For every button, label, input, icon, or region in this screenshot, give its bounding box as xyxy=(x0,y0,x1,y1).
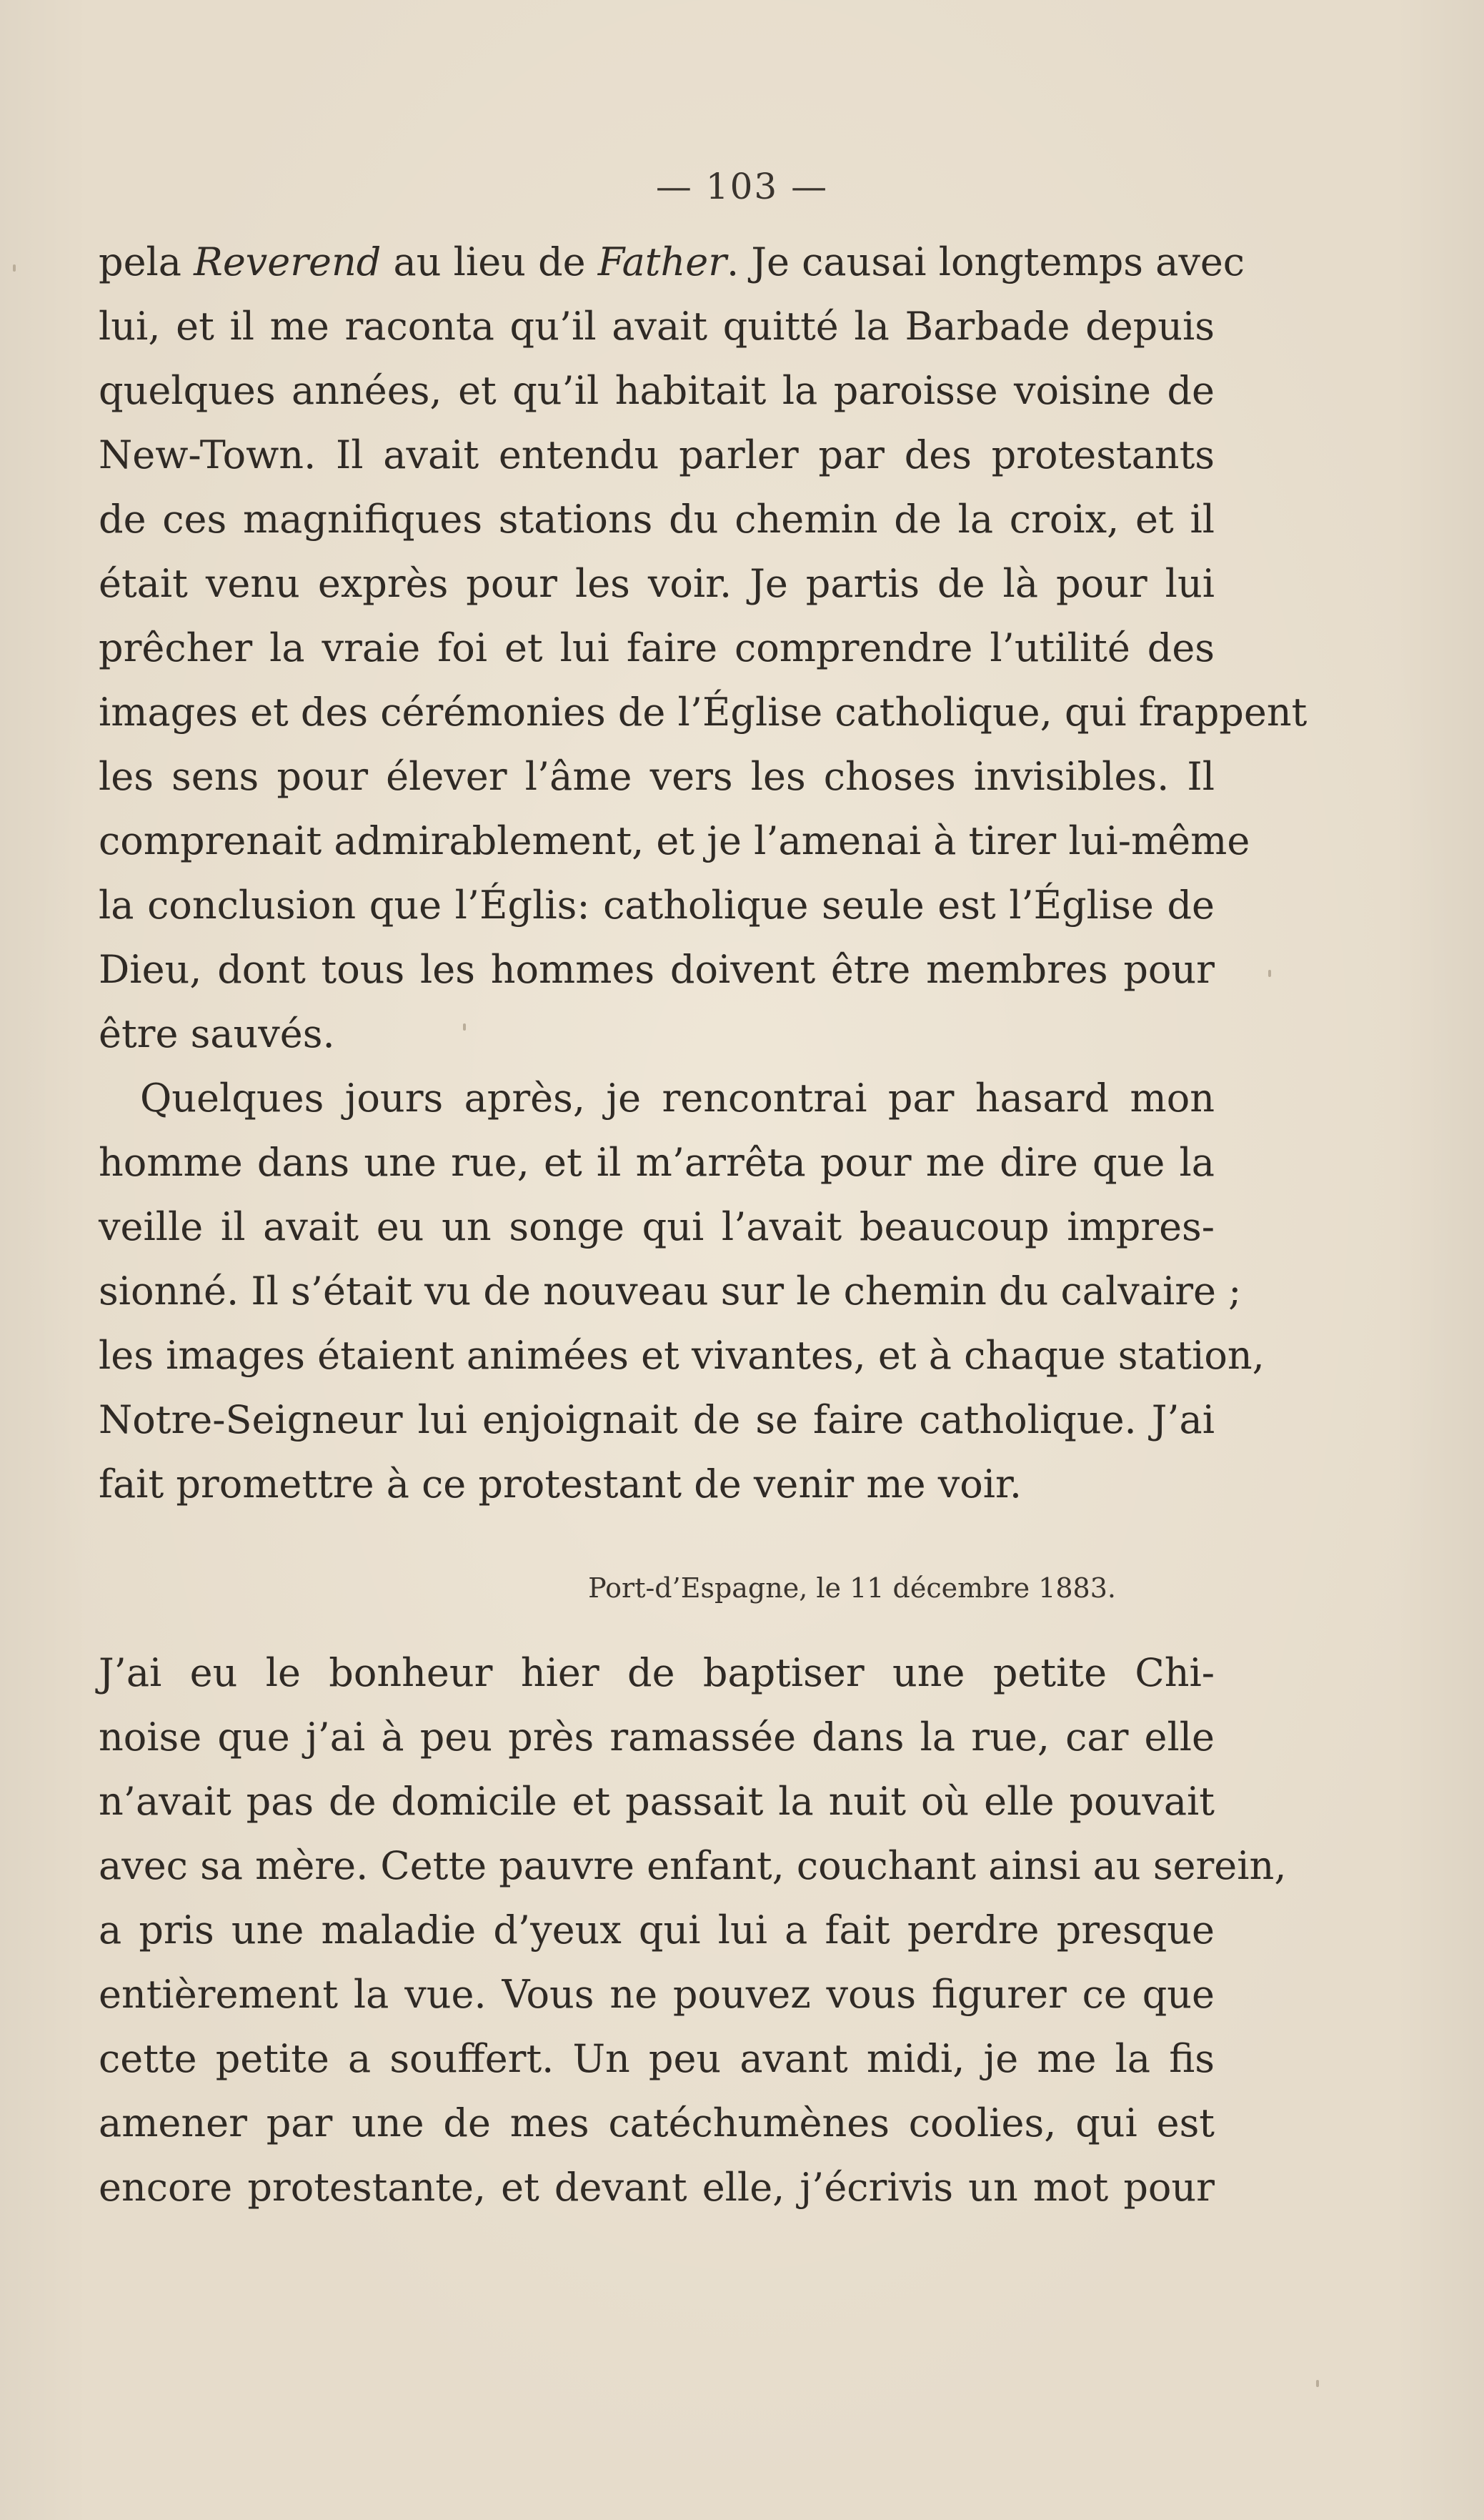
paragraph-3-line: a pris une maladie d’yeux qui lui a fait perdre presque xyxy=(99,1908,1215,1953)
paragraph-1-line: New-Town. Il avait entendu parler par des protestants xyxy=(99,432,1215,477)
paragraph-2-line: Quelques jours après, je rencontrai par hasard mon xyxy=(140,1076,1215,1121)
paragraph-1-line: les sens pour élever l’âme vers les choses invisibles. Il xyxy=(99,754,1215,799)
paragraph-3-line: avec sa mère. Cette pauvre enfant, couchant ainsi au serein, xyxy=(99,1843,1287,1888)
paper-speck xyxy=(1316,2380,1319,2387)
paragraph-1-line: quelques années, et qu’il habitait la paroisse voisine de xyxy=(99,368,1215,413)
paragraph-2 xyxy=(99,1066,1265,1517)
paragraph-2-line: homme dans une rue, et il m’arrêta pour me dire que la xyxy=(99,1140,1215,1185)
paragraph-1-line: était venu exprès pour les voir. Je partis de là pour lui xyxy=(99,561,1215,606)
paragraph-2-line: les images étaient animées et vivantes, et à chaque station, xyxy=(99,1333,1265,1378)
dateline: Port-d’Espagne, le 11 décembre 1883. xyxy=(588,1572,1116,1604)
paragraph-1 xyxy=(99,230,1308,1066)
paragraph-2-line: Notre-Seigneur lui enjoignait de se faire catholique. J’ai xyxy=(99,1397,1215,1442)
paragraph-3-line: entièrement la vue. Vous ne pouvez vous figurer ce que xyxy=(99,1972,1215,2017)
paragraph-1-line: de ces magnifiques stations du chemin de la croix, et il xyxy=(99,497,1215,542)
paragraph-1-line: Dieu, dont tous les hommes doivent être membres pour xyxy=(99,947,1215,992)
paragraph-3-line: n’avait pas de domicile et passait la nuit où elle pouvait xyxy=(99,1779,1215,1824)
paper-speck xyxy=(1268,970,1271,977)
paragraph-2-line: veille il avait eu un songe qui l’avait beaucoup impres- xyxy=(99,1204,1215,1249)
paragraph-2-line: fait promettre à ce protestant de venir me voir. xyxy=(99,1462,1022,1507)
paragraph-3 xyxy=(99,1641,1287,2220)
paragraph-3-line: amener par une de mes catéchumènes coolies, qui est xyxy=(99,2100,1215,2146)
page-number: — 103 — xyxy=(655,166,829,207)
paragraph-1-line: la conclusion que l’Églis: catholique seule est l’Église de xyxy=(99,883,1215,928)
paragraph-1-line: être sauvés. xyxy=(99,1011,335,1056)
paragraph-3-line: encore protestante, et devant elle, j’écrivis un mot pour xyxy=(99,2165,1215,2210)
italic-father: Father xyxy=(597,239,727,284)
paragraph-1-line: lui, et il me raconta qu’il avait quitté la Barbade depuis xyxy=(99,304,1215,349)
paper-speck xyxy=(463,1023,466,1031)
paragraph-1-line: images et des cérémonies de l’Église catholique, qui frappent xyxy=(99,690,1308,735)
paragraph-3-line: cette petite a souffert. Un peu avant midi, je me la fis xyxy=(99,2036,1215,2081)
paragraph-1-line: comprenait admirablement, et je l’amenai à tirer lui-même xyxy=(99,818,1250,863)
paragraph-1-line: prêcher la vraie foi et lui faire comprendre l’utilité des xyxy=(99,625,1215,670)
paragraph-2-line: sionné. Il s’était vu de nouveau sur le chemin du calvaire ; xyxy=(99,1269,1242,1314)
paragraph-3-line: J’ai eu le bonheur hier de baptiser une petite Chi- xyxy=(99,1650,1215,1695)
paper-speck xyxy=(13,264,16,272)
paragraph-3-line: noise que j’ai à peu près ramassée dans la rue, car elle xyxy=(99,1715,1215,1760)
paragraph-1-line-1: pela Reverend au lieu de Father. Je causai longtemps avec xyxy=(99,239,1245,284)
italic-reverend: Reverend xyxy=(194,239,382,284)
